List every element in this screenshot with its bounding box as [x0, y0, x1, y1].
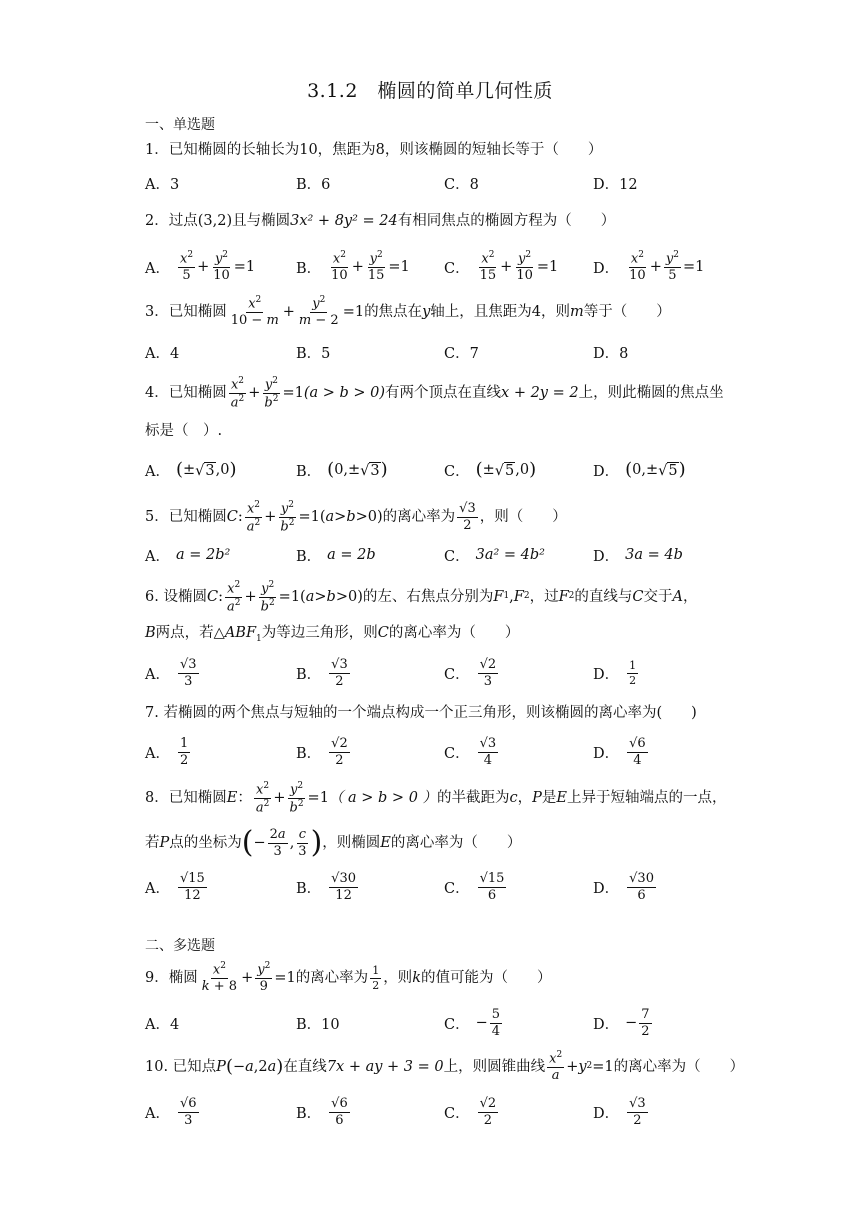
option-a[interactable]: A． ( ± √ 3 ,0 ): [145, 459, 237, 480]
option-a[interactable]: A． a = 2b²: [145, 547, 231, 565]
option-b[interactable]: B． $\frac{√2}{2}$: [296, 735, 348, 768]
question-6-line-2: B两点，若$\triangle ABF_1$为等边三角形，则C的离心率为（ ）: [145, 625, 520, 644]
option-d[interactable]: D． $\frac{x^2}{10}$ + $\frac{y^2}{5}$ =1: [593, 250, 705, 284]
option-b[interactable]: B．6: [296, 176, 331, 193]
question-4-line-2: 标是（ ）.: [145, 423, 223, 439]
section-multi-choice: 二、多选题: [145, 938, 215, 954]
question-3: 3．已知椭圆 $\frac{x^2}{10 - m}$ + $\frac{y^2}{m - 2}$ =1 的焦点在 y 轴上，且焦距为4，则 m 等于（ ）: [145, 295, 671, 329]
option-d[interactable]: D． $\frac{√3}{2}$: [593, 1095, 646, 1128]
option-d[interactable]: D．12: [593, 176, 638, 193]
option-b[interactable]: B． $\frac{√30}{12}$: [296, 870, 356, 903]
option-c[interactable]: C． $\frac{√2}{2}$: [444, 1095, 497, 1128]
question-9: 9．椭圆 $\frac{x^2}{k + 8}$ + $\frac{y^2}{9}$ =1 的离心率为 $\frac{1}{2}$ ，则 k 的值可能为（ ）: [145, 961, 552, 995]
option-b[interactable]: B． a = 2b: [296, 547, 376, 565]
question-9-options: [145, 1002, 725, 1044]
question-2-options: [145, 246, 725, 288]
option-c[interactable]: C．8: [444, 176, 479, 193]
question-6-options: [145, 652, 725, 694]
option-c[interactable]: C． $\frac{√15}{6}$: [444, 870, 505, 903]
question-4: 4．已知椭圆 $\frac{x^2}{a^2}$ + $\frac{y^2}{b^2}$ =1 (a > b > 0) 有两个顶点在直线 x + 2y = 2 上，则此椭圆的焦点坐: [145, 375, 724, 410]
question-5-options: [145, 534, 725, 576]
option-d[interactable]: D． 3a = 4b: [593, 547, 683, 565]
question-4-options: [145, 449, 725, 491]
option-d[interactable]: D． − $\frac{7}{2}$: [593, 1006, 650, 1039]
option-d[interactable]: D． $\frac{√30}{6}$: [593, 870, 654, 903]
option-b[interactable]: B． $\frac{√6}{6}$: [296, 1095, 348, 1128]
option-a[interactable]: A． $\frac{√15}{12}$: [145, 870, 205, 903]
question-7: 7. 若椭圆的两个焦点与短轴的一个端点构成一个正三角形，则该椭圆的离心率为( ): [145, 705, 697, 721]
option-b[interactable]: B． $\frac{√3}{2}$: [296, 656, 348, 689]
option-a[interactable]: A． $\frac{x^2}{5}$ + $\frac{y^2}{10}$ =1: [145, 250, 256, 284]
option-c[interactable]: C． − $\frac{5}{4}$: [444, 1006, 501, 1039]
question-1-options: [145, 162, 725, 204]
question-1: 1．已知椭圆的长轴长为10，焦距为8，则该椭圆的短轴长等于（ ）: [145, 142, 603, 158]
option-c[interactable]: C． 3a² = 4b²: [444, 547, 545, 565]
option-c[interactable]: C． $\frac{x^2}{15}$ + $\frac{y^2}{10}$ =1: [444, 250, 559, 284]
question-10: 10. 已知点 P ( − a ,2 a ) 在直线 7x + ay + 3 = 0 上，则圆锥曲线 $\frac{x^2}{a}$ + y 2 =1 的离心率为（ ）: [145, 1050, 745, 1084]
option-b[interactable]: B．10: [296, 1016, 340, 1033]
question-5: 5．已知椭圆 C : $\frac{x^2}{a^2}$ + $\frac{y^2}{b^2}$ =1( a > b >0) 的离心率为 $\frac{√3}{2}$ ，则（ ）: [145, 499, 567, 534]
question-8-options: [145, 866, 725, 908]
option-c[interactable]: C．7: [444, 345, 479, 362]
option-a[interactable]: A． $\frac{√6}{3}$: [145, 1095, 197, 1128]
question-7-options: [145, 731, 725, 773]
option-b[interactable]: B． ( 0,± √ 3 ): [296, 459, 388, 480]
option-c[interactable]: C． $\frac{√2}{3}$: [444, 656, 497, 689]
question-8: 8．已知椭圆 E ： $\frac{x^2}{a^2}$ + $\frac{y^2}{b^2}$ =1 （ a > b > 0 ） 的半截距为 c ， P 是 E 上异于短轴端点的一点，: [145, 780, 727, 815]
option-d[interactable]: D．8: [593, 345, 629, 362]
question-6: 6. 设椭圆 C : $\frac{x^2}{a^2}$ + $\frac{y^2}{b^2}$ =1( a > b >0) 的左、右焦点分别为 F 1 , F 2 ，过 F 2 的直线与 C 交于 A ，: [145, 579, 698, 614]
option-c[interactable]: C． ( ± √ 5 ,0 ): [444, 459, 537, 480]
option-a[interactable]: A． $\frac{1}{2}$: [145, 735, 189, 768]
option-a[interactable]: A． $\frac{√3}{3}$: [145, 656, 197, 689]
option-a[interactable]: A．4: [145, 1016, 180, 1033]
option-a[interactable]: A．3: [145, 176, 180, 193]
option-a[interactable]: A．4: [145, 345, 180, 362]
option-d[interactable]: D． $\frac{1}{2}$: [593, 658, 637, 687]
question-2: 2．过点(3,2)且与椭圆3x² + 8y² = 24有相同焦点的椭圆方程为（ ）: [145, 213, 616, 229]
question-8-line-2: 若 P 点的坐标为 ( − $\frac{2a}{3}$ , $\frac{c}{3}$ ) ，则椭圆 E 的离心率为（ ）: [145, 825, 522, 860]
option-b[interactable]: B．5: [296, 345, 331, 362]
section-single-choice: 一、单选题: [145, 117, 215, 133]
option-b[interactable]: B． $\frac{x^2}{10}$ + $\frac{y^2}{15}$ =1: [296, 250, 410, 284]
question-3-options: [145, 331, 725, 373]
page-title: 3.1.2 椭圆的简单几何性质: [307, 80, 553, 102]
option-d[interactable]: D． $\frac{√6}{4}$: [593, 735, 646, 768]
option-d[interactable]: D． ( 0,± √ 5 ): [593, 459, 686, 480]
question-10-options: [145, 1091, 725, 1133]
option-c[interactable]: C． $\frac{√3}{4}$: [444, 735, 497, 768]
